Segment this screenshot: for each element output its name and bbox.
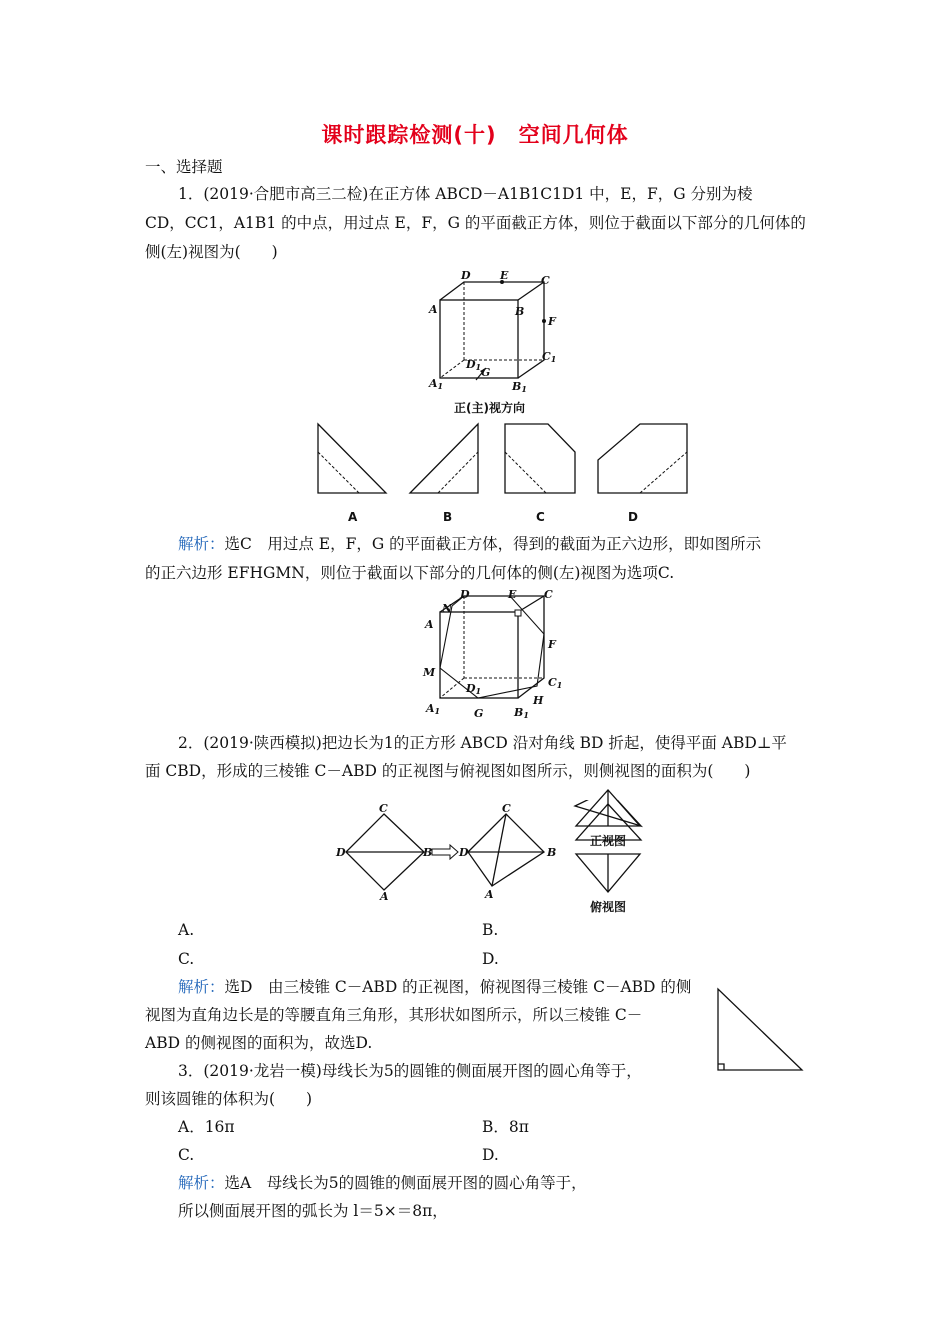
option-label-d: D — [628, 510, 638, 524]
front-view-figure — [574, 786, 644, 830]
a2-line-3: ABD 的侧视图的面积为，故选D. — [145, 1034, 373, 1052]
svg-text:A: A — [380, 890, 389, 903]
svg-text:A1: A1 — [426, 702, 441, 716]
svg-text:A: A — [485, 888, 494, 901]
a3-line-1: 解析：选A 母线长为5的圆锥的侧面展开图的圆心角等于， — [178, 1174, 587, 1192]
svg-text:E: E — [500, 269, 509, 282]
svg-text:H: H — [533, 694, 544, 707]
q2-option-a: A. — [178, 921, 195, 939]
q1-line-3: 侧(左)视图为( ) — [145, 243, 278, 261]
svg-text:C1: C1 — [548, 676, 563, 690]
q3-line-2: 则该圆锥的体积为( ) — [145, 1090, 313, 1108]
svg-text:C1: C1 — [542, 350, 557, 364]
svg-text:B: B — [515, 305, 525, 318]
option-label-b: B — [443, 510, 453, 524]
option-label-a: A — [348, 510, 358, 524]
svg-text:E: E — [508, 588, 517, 601]
a1-line-2: 的正六边形 EFHGMN，则位于截面以下部分的几何体的侧(左)视图为选项C. — [145, 564, 675, 582]
q2-option-d: D. — [482, 950, 499, 968]
svg-text:G: G — [474, 707, 484, 720]
svg-text:A1: A1 — [429, 377, 444, 391]
svg-text:N: N — [442, 602, 453, 615]
svg-text:A: A — [429, 303, 438, 316]
cube-figure — [420, 268, 580, 418]
svg-text:B: B — [547, 846, 557, 859]
q3-option-d: D. — [482, 1146, 499, 1164]
page-title: 课时跟踪检测(十) 空间几何体 — [321, 123, 629, 147]
svg-text:C: C — [379, 802, 388, 815]
svg-text:D: D — [459, 846, 469, 859]
hexagon-section-figure — [420, 588, 580, 722]
svg-text:B: B — [423, 846, 433, 859]
svg-text:F: F — [548, 638, 556, 651]
svg-text:A: A — [425, 618, 434, 631]
svg-text:D: D — [336, 846, 346, 859]
q1-line-1: 1．(2019·合肥市高三二检)在正方体 ABCD－A1B1C1D1 中，E，F，G 分别为棱 — [178, 185, 753, 203]
front-view-label: 正视图 — [590, 834, 627, 848]
section-heading: 一、选择题 — [145, 158, 223, 176]
q2-option-b: B. — [482, 921, 499, 939]
analysis-label: 解析： — [178, 1174, 225, 1192]
svg-text:M: M — [423, 666, 436, 679]
svg-text:D: D — [461, 269, 471, 282]
svg-text:D: D — [460, 588, 470, 601]
svg-text:F: F — [548, 315, 556, 328]
q3-option-b: B．8π — [482, 1118, 529, 1136]
svg-text:C: C — [541, 274, 550, 287]
a2-line-1: 解析：选D 由三棱锥 C－ABD 的正视图，俯视图得三棱锥 C－ABD 的侧 — [178, 978, 692, 996]
q2-line-2: 面 CBD，形成的三棱锥 C－ABD 的正视图与俯视图如图所示，则侧视图的面积为( ) — [145, 762, 751, 780]
option-label-c: C — [536, 510, 545, 524]
svg-text:C: C — [544, 588, 553, 601]
q3-option-c: C. — [178, 1146, 195, 1164]
analysis-label: 解析： — [178, 978, 225, 996]
top-view-figure — [574, 852, 644, 896]
q3-line-1: 3．(2019·龙岩一模)母线长为5的圆锥的侧面展开图的圆心角等于， — [178, 1062, 642, 1080]
a3-line-2: 所以侧面展开图的弧长为 l＝5×＝8π， — [178, 1202, 448, 1220]
q2-line-1: 2．(2019·陕西模拟)把边长为1的正方形 ABCD 沿对角线 BD 折起，使得平面 ABD⊥平 — [178, 734, 787, 752]
option-shapes — [310, 420, 700, 500]
view-direction-caption: 正(主)视方向 — [454, 401, 525, 415]
svg-text:D1: D1 — [466, 358, 482, 372]
top-view-label: 俯视图 — [590, 900, 627, 914]
a2-line-2: 视图为直角边长是的等腰直角三角形，其形状如图所示，所以三棱锥 C－ — [145, 1006, 643, 1024]
svg-text:B1: B1 — [514, 706, 529, 720]
svg-text:D1: D1 — [466, 682, 482, 696]
q3-option-a: A．16π — [178, 1118, 235, 1136]
svg-text:G: G — [481, 366, 491, 379]
svg-text:B1: B1 — [512, 380, 527, 394]
svg-text:C: C — [502, 802, 511, 815]
q2-option-c: C. — [178, 950, 195, 968]
q1-line-2: CD，CC1，A1B1 的中点，用过点 E，F，G 的平面截正方体，则位于截面以下部分的几何体的 — [145, 214, 806, 232]
a1-line-1: 解析：选C 用过点 E，F，G 的平面截正方体，得到的截面为正六边形，即如图所示 — [178, 535, 762, 553]
analysis-label: 解析： — [178, 535, 225, 553]
